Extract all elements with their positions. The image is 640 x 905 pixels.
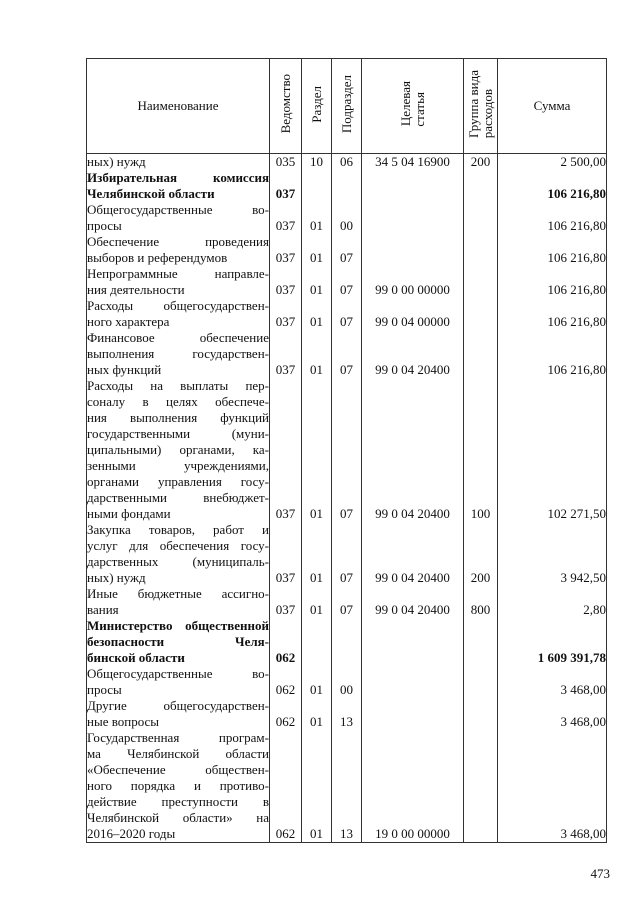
row-razdel: 01 bbox=[302, 522, 332, 586]
row-summa: 106 216,80 bbox=[498, 298, 607, 330]
row-name-line: выполнения государствен- bbox=[87, 346, 269, 361]
header-gruppa-line2: расходов bbox=[479, 88, 495, 138]
row-gruppa: 800 bbox=[464, 586, 498, 618]
row-vedomstvo: 037 bbox=[270, 378, 302, 522]
table-row bbox=[87, 234, 607, 266]
row-celevaya: 99 0 04 20400 bbox=[362, 586, 464, 618]
header-razdel-label: Раздел bbox=[308, 85, 324, 123]
row-name-line: ма Челябинской области bbox=[87, 746, 269, 761]
row-name-line: ных) нужд bbox=[87, 154, 146, 169]
row-podrazdel: 13 bbox=[332, 698, 362, 730]
row-podrazdel: 07 bbox=[332, 378, 362, 522]
row-name bbox=[87, 730, 270, 843]
row-summa: 3 468,00 bbox=[498, 666, 607, 698]
row-name-line: ных) нужд bbox=[87, 570, 146, 585]
row-name-line: 2016–2020 годы bbox=[87, 826, 176, 841]
row-name-line: Общегосударственные во- bbox=[87, 202, 269, 217]
row-summa: 106 216,80 bbox=[498, 330, 607, 378]
row-name-line: государственными (муни- bbox=[87, 426, 269, 441]
row-name-line: Общегосударственные во- bbox=[87, 666, 269, 681]
row-name-line: Челябинской области bbox=[87, 186, 215, 201]
row-vedomstvo: 037 bbox=[270, 586, 302, 618]
row-name bbox=[87, 234, 270, 266]
row-podrazdel: 06 bbox=[332, 154, 362, 171]
table-row bbox=[87, 266, 607, 298]
row-name-line: просы bbox=[87, 682, 122, 697]
table-row bbox=[87, 618, 607, 666]
row-name-line: «Обеспечение обществен- bbox=[87, 762, 269, 777]
row-summa: 106 216,80 bbox=[498, 234, 607, 266]
row-podrazdel: 07 bbox=[332, 266, 362, 298]
row-gruppa bbox=[464, 618, 498, 666]
row-vedomstvo: 037 bbox=[270, 330, 302, 378]
row-gruppa: 100 bbox=[464, 378, 498, 522]
row-celevaya bbox=[362, 698, 464, 730]
row-vedomstvo: 037 bbox=[270, 170, 302, 202]
row-name-line: дарственных (муниципаль- bbox=[87, 554, 269, 569]
row-summa: 106 216,80 bbox=[498, 266, 607, 298]
row-razdel: 01 bbox=[302, 266, 332, 298]
row-podrazdel: 07 bbox=[332, 330, 362, 378]
row-celevaya: 19 0 00 00000 bbox=[362, 730, 464, 843]
row-name-line: безопасности Челя- bbox=[87, 634, 269, 649]
table-row bbox=[87, 698, 607, 730]
row-podrazdel: 07 bbox=[332, 298, 362, 330]
header-gruppa bbox=[464, 59, 498, 154]
budget-table bbox=[86, 58, 607, 843]
row-name-line: Расходы на выплаты пер- bbox=[87, 378, 269, 393]
row-razdel bbox=[302, 170, 332, 202]
header-summa-label: Сумма bbox=[533, 98, 571, 113]
row-vedomstvo: 037 bbox=[270, 202, 302, 234]
row-name bbox=[87, 298, 270, 330]
row-name-line: Финансовое обеспечение bbox=[87, 330, 269, 345]
row-razdel: 01 bbox=[302, 698, 332, 730]
header-vedomstvo bbox=[270, 59, 302, 154]
row-razdel: 01 bbox=[302, 586, 332, 618]
row-name-line: Государственная програм- bbox=[87, 730, 269, 745]
row-gruppa bbox=[464, 698, 498, 730]
row-summa: 106 216,80 bbox=[498, 170, 607, 202]
page-number: 473 bbox=[590, 866, 610, 881]
row-vedomstvo: 062 bbox=[270, 698, 302, 730]
row-celevaya bbox=[362, 618, 464, 666]
row-celevaya: 34 5 04 16900 bbox=[362, 154, 464, 171]
row-name-line: бинской области bbox=[87, 650, 185, 665]
row-podrazdel bbox=[332, 618, 362, 666]
row-name-line: вания bbox=[87, 602, 119, 617]
row-name-line: выборов и референдумов bbox=[87, 250, 228, 265]
row-name-line: Иные бюджетные ассигно- bbox=[87, 586, 269, 601]
row-name-line: действие преступности в bbox=[87, 794, 269, 809]
row-gruppa bbox=[464, 234, 498, 266]
row-razdel: 01 bbox=[302, 298, 332, 330]
row-name bbox=[87, 666, 270, 698]
header-celevaya-line2: статья bbox=[411, 91, 427, 127]
row-name-line: просы bbox=[87, 218, 122, 233]
row-name-line: ных функций bbox=[87, 362, 162, 377]
row-name-line: услуг для обеспечения госу- bbox=[87, 538, 269, 553]
row-name bbox=[87, 266, 270, 298]
row-summa: 2,80 bbox=[498, 586, 607, 618]
row-podrazdel: 07 bbox=[332, 234, 362, 266]
row-vedomstvo: 062 bbox=[270, 666, 302, 698]
row-celevaya: 99 0 04 20400 bbox=[362, 378, 464, 522]
row-name-line: органами управления госу- bbox=[87, 474, 269, 489]
header-podrazdel bbox=[332, 59, 362, 154]
row-name bbox=[87, 202, 270, 234]
row-razdel: 01 bbox=[302, 234, 332, 266]
header-vedomstvo-label: Ведомство bbox=[277, 74, 293, 134]
row-name-line: Избирательная комиссия bbox=[87, 170, 269, 185]
row-celevaya bbox=[362, 202, 464, 234]
row-name bbox=[87, 330, 270, 378]
table-row bbox=[87, 154, 607, 171]
row-podrazdel: 07 bbox=[332, 522, 362, 586]
row-summa: 106 216,80 bbox=[498, 202, 607, 234]
table-row bbox=[87, 522, 607, 586]
row-gruppa: 200 bbox=[464, 522, 498, 586]
row-razdel: 01 bbox=[302, 330, 332, 378]
row-razdel: 01 bbox=[302, 378, 332, 522]
row-podrazdel: 13 bbox=[332, 730, 362, 843]
row-vedomstvo: 037 bbox=[270, 266, 302, 298]
row-celevaya bbox=[362, 234, 464, 266]
header-razdel bbox=[302, 59, 332, 154]
table-header bbox=[87, 59, 607, 154]
row-name-line: ния деятельности bbox=[87, 282, 185, 297]
header-name-label: Наименование bbox=[137, 98, 219, 113]
row-vedomstvo: 037 bbox=[270, 522, 302, 586]
row-gruppa bbox=[464, 666, 498, 698]
row-gruppa: 200 bbox=[464, 154, 498, 171]
row-summa: 1 609 391,78 bbox=[498, 618, 607, 666]
header-gruppa-line1: Группа вида bbox=[465, 70, 481, 138]
row-vedomstvo: 062 bbox=[270, 730, 302, 843]
row-vedomstvo: 037 bbox=[270, 234, 302, 266]
row-name-line: Другие общегосударствен- bbox=[87, 698, 269, 713]
row-vedomstvo: 062 bbox=[270, 618, 302, 666]
row-name-line: ные вопросы bbox=[87, 714, 160, 729]
row-name bbox=[87, 586, 270, 618]
row-name-line: Обеспечение проведения bbox=[87, 234, 269, 249]
header-celevaya-line1: Целевая bbox=[397, 81, 413, 127]
row-name-line: Расходы общегосударствен- bbox=[87, 298, 269, 313]
row-name-line: зенными учреждениями, bbox=[87, 458, 269, 473]
row-summa: 3 468,00 bbox=[498, 698, 607, 730]
row-name-line: ными фондами bbox=[87, 506, 171, 521]
row-gruppa bbox=[464, 298, 498, 330]
row-name-line: Министерство общественной bbox=[87, 618, 269, 633]
row-gruppa bbox=[464, 266, 498, 298]
row-celevaya bbox=[362, 666, 464, 698]
row-celevaya: 99 0 00 00000 bbox=[362, 266, 464, 298]
row-name bbox=[87, 618, 270, 666]
row-name bbox=[87, 154, 270, 171]
header-podrazdel-label: Подраздел bbox=[338, 74, 354, 134]
row-vedomstvo: 037 bbox=[270, 298, 302, 330]
row-summa: 102 271,50 bbox=[498, 378, 607, 522]
table-body bbox=[87, 154, 607, 843]
row-name-line: ного порядка и противо- bbox=[87, 778, 269, 793]
row-celevaya: 99 0 04 00000 bbox=[362, 298, 464, 330]
table-row bbox=[87, 730, 607, 843]
row-gruppa bbox=[464, 730, 498, 843]
row-name-line: Закупка товаров, работ и bbox=[87, 522, 269, 537]
row-summa: 2 500,00 bbox=[498, 154, 607, 171]
row-name-line: дарственными внебюджет- bbox=[87, 490, 269, 505]
table-row bbox=[87, 330, 607, 378]
table-row bbox=[87, 666, 607, 698]
table-row bbox=[87, 586, 607, 618]
row-name bbox=[87, 378, 270, 522]
row-name-line: Непрограммные направле- bbox=[87, 266, 269, 281]
row-name bbox=[87, 698, 270, 730]
table-row bbox=[87, 170, 607, 202]
row-podrazdel: 00 bbox=[332, 666, 362, 698]
row-name-line: соналу в целях обеспече- bbox=[87, 394, 269, 409]
row-podrazdel bbox=[332, 170, 362, 202]
row-razdel bbox=[302, 618, 332, 666]
row-razdel: 01 bbox=[302, 730, 332, 843]
row-vedomstvo: 035 bbox=[270, 154, 302, 171]
row-podrazdel: 00 bbox=[332, 202, 362, 234]
row-name-line: ципальными) органами, ка- bbox=[87, 442, 269, 457]
header-celevaya bbox=[362, 59, 464, 154]
row-razdel: 01 bbox=[302, 202, 332, 234]
row-celevaya: 99 0 04 20400 bbox=[362, 522, 464, 586]
row-name bbox=[87, 522, 270, 586]
row-name bbox=[87, 170, 270, 202]
table-row bbox=[87, 378, 607, 522]
row-celevaya: 99 0 04 20400 bbox=[362, 330, 464, 378]
row-celevaya bbox=[362, 170, 464, 202]
row-podrazdel: 07 bbox=[332, 586, 362, 618]
row-name-line: ного характера bbox=[87, 314, 170, 329]
row-razdel: 10 bbox=[302, 154, 332, 171]
row-razdel: 01 bbox=[302, 666, 332, 698]
row-gruppa bbox=[464, 330, 498, 378]
header-summa bbox=[498, 59, 607, 154]
row-summa: 3 468,00 bbox=[498, 730, 607, 843]
header-name bbox=[87, 59, 270, 154]
row-gruppa bbox=[464, 170, 498, 202]
row-name-line: ния выполнения функций bbox=[87, 410, 269, 425]
table-row bbox=[87, 202, 607, 234]
table-row bbox=[87, 298, 607, 330]
row-gruppa bbox=[464, 202, 498, 234]
row-summa: 3 942,50 bbox=[498, 522, 607, 586]
row-name-line: Челябинской области» на bbox=[87, 810, 269, 825]
